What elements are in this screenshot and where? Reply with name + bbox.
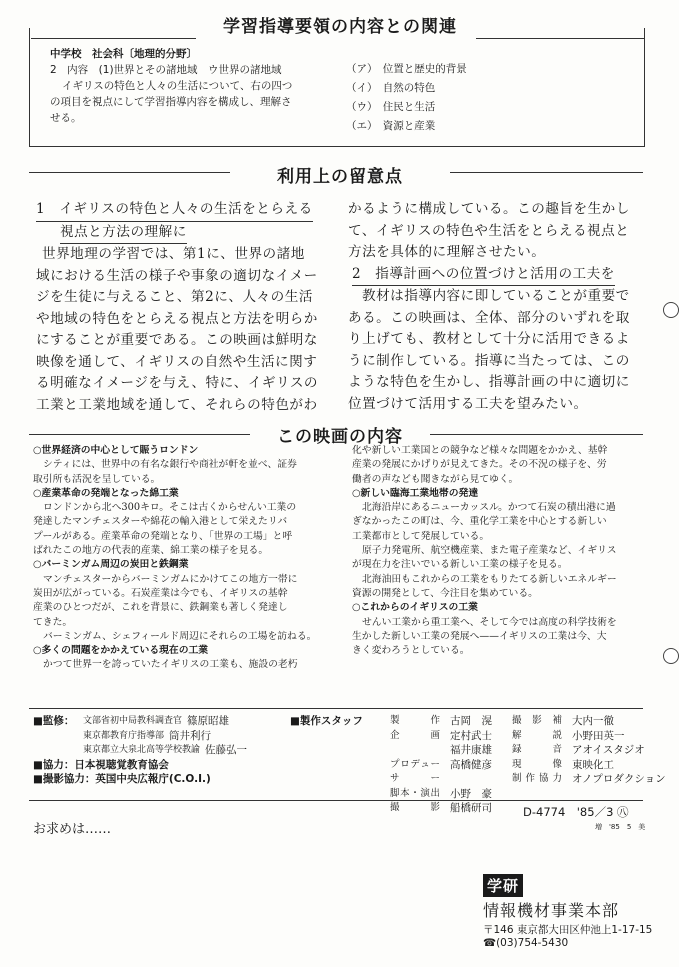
staff-name: 小野 豪 [450,787,492,800]
staff-row [390,729,510,744]
contents-paragraph: かつて世界一を誇っていたイギリスの工業も、施設の老朽 [43,659,298,671]
staff-role [390,743,440,758]
staff-name: オノプロダクション [572,773,666,785]
staff-row [390,787,510,802]
notes-left-column: 1 イギリスの特色と人々の生活をとらえる 視点と方法の理解に 世界地理の学習では、第1に、世界の諸地 域における生活の様子や事象の適切なイメー ジを生徒に与えること、第2に、人々の生活 や地域の特色をとらえる視点と方法を明らか にすることが重要である。この映画は鮮明な 映像を通して、イギリスの自然や生活に関す る明確なイメージを与え、特に、イギリスの 工業と工業地域を通して、それらの特色がわ [36,201,319,413]
staff-list-2 [512,714,672,787]
notes-heading-1: 1 イギリスの特色と人々の生活をとらえる [36,199,313,222]
product-code-small: 増 '85 5 美 [595,823,646,831]
contents-paragraph: 生かした新しい工業の発展へ——イギリスの工業は今、大 [352,630,607,642]
staff-name: 小野田英一 [572,729,625,742]
viewpoint-item: （イ） 自然の特色 [346,82,436,94]
contents-paragraph: ロンドンから北へ300キロ。そこは古くからせんい工業の [43,502,297,514]
contents-paragraph: ぎなかったこの町は、今、重化学工業を中心とする新しい [352,516,607,528]
staff-row [390,743,510,758]
supervision-label: ■監修： [33,715,75,727]
contents-paragraph: 化や新しい工業国との競争など様々な問題をかかえ、基幹 [352,445,608,456]
contents-paragraph: ばれたこの地方の代表的産業、綿工業の様子を見る。 [33,545,269,557]
staff-row [512,729,672,744]
curriculum-content: 中学校 社会科〔地理的分野〕 2 内容 (1)世界とその諸地域 ウ世界の諸地域 イギリスの特色と人々の生活について、右の四つ の項目を視点にして学習指導内容を構成し、理解さ せる。 [50,46,340,126]
publisher-phone: ☎(03)754-5430 [483,937,569,949]
contents-paragraph: 炭田が広がっている。石炭産業は今でも、イギリスの基幹 [33,587,288,599]
staff-row [390,758,510,787]
staff-row [512,772,672,787]
order-text: お求めは…… [33,822,112,837]
contents-paragraph: が現在力を注いでいる新しい工業の様子を見る。 [352,559,568,571]
staff-role: 解 説 [512,729,562,741]
staff-name: アオイスタジオ [572,744,645,756]
contents-subheading: ○これからのイギリスの工業 [352,602,478,614]
contents-paragraph: 北海沿岸にあるニューカッスル。かつて石炭の積出港に過 [362,502,616,514]
staff-name: 大内一徹 [572,715,614,727]
contents-paragraph: 原子力発電所、航空機産業、また電子産業など、イギリス [362,545,617,557]
contents-paragraph: せんい工業から重工業へ、そして今では高度の科学技術を [362,616,617,628]
contents-left-column [33,444,341,673]
contents-subheading: ○多くの問題をかかえている現在の工業 [33,645,209,657]
viewpoint-item: （エ） 資源と産業 [346,120,436,132]
staff-name: 東映化工 [572,758,614,771]
staff-name: 定村武士 [450,729,492,742]
contents-paragraph: てきた。 [33,616,73,628]
contents-paragraph: バーミンガム、シェフィールド周辺にそれらの工場を訪ねる。 [43,630,317,642]
binder-hole-bottom [663,648,679,664]
staff-role: 制作協力 [512,773,562,784]
contents-subheading: ○新しい臨海工業地帯の発達 [352,487,479,499]
staff-role: 録 音 [512,744,562,755]
contents-paragraph: 資源の開発として、今注目を集めている。 [352,587,538,599]
contents-paragraph: 取引所も活況を呈している。 [33,473,161,485]
staff-role: 企 画 [390,729,440,741]
curriculum-level: 中学校 社会科〔地理的分野〕 [50,48,197,60]
staff-row [512,714,672,729]
product-code: D-4774 '85／3 ㊇ [523,805,629,819]
staff-row [390,801,510,816]
supervision-block: ■監修： 文部省初中局教科調査官 篠原昭雄 東京都教育庁指導部 筒井利行 東京都立大泉北高等学校教諭 佐藤弘一 ■協力：日本視聴覚教育協会 ■撮影協力：英国中央広報庁(C.O.I.) [33,714,293,787]
contents-paragraph: 産業の発展にかげりが見えてきた。その不況の様子を、労 [352,459,607,471]
staff-name: 古岡 滉 [450,715,492,727]
notes-heading-2: 2 指導計画への位置づけと活用の工夫を [352,264,615,287]
staff-label: ■製作スタッフ [290,715,363,727]
filming-credit: ■撮影協力：英国中央広報庁(C.O.I.) [33,773,211,785]
staff-role: 製 作 [390,715,440,726]
contents-subheading: ○産業革命の発端となった綿工業 [33,487,179,499]
viewpoint-list [346,60,546,136]
contents-paragraph: 産業のひとつだが、これを背景に、鉄鋼業も著しく発達し [33,602,288,614]
staff-name: 高橋健彦 [450,758,492,771]
publisher-logo: 学研 [483,874,523,897]
publisher-name: 情報機材事業本部 [483,901,620,920]
staff-role: 現 像 [512,758,562,770]
notes-right-column: かるように構成している。この趣旨を生かし て、イギリスの特色や生活をとらえる視点と 方法を具体的に理解させたい。 2 指導計画への位置づけと活用の工夫を 教材は指導内容に即していることが重要で ある。この映画は、全体、部分のいずれを取 り上げても、教材として十分に活用できるよ うに制作している。指導に当たっては、この ような特色を生かし、指導計画の中に適切に 位置づけて活用する工夫を望みたい。 [348,201,630,412]
contents-title: この映画の内容 [250,422,430,447]
contents-paragraph: 工業都市として発展している。 [352,530,490,542]
staff-role: 脚本・演出 [390,787,440,799]
curriculum-title: 学習指導要領の内容との関連 [60,12,620,37]
contents-subheading: ○世界経済の中心として賑うロンドン [33,445,199,456]
contents-subheading: ○バーミンガム周辺の炭田と鉄鋼業 [33,559,189,571]
staff-row [512,758,672,773]
contents-paragraph: マンチェスターからバーミンガムにかけてこの地方一帯に [43,573,298,585]
staff-row [390,714,510,729]
staff-name: 船橋研司 [450,802,492,814]
staff-role: 撮 影 [390,802,440,813]
cooperation-credit: ■協力：日本視聴覚教育協会 [33,758,169,771]
viewpoint-item: （ア） 位置と歴史的背景 [346,63,467,75]
contents-paragraph: シティには、世界中の有名な銀行や商社が軒を並べ、証券 [43,459,297,471]
staff-row [512,743,672,758]
notes-title: 利用上の留意点 [230,162,450,187]
contents-paragraph: 北海油田もこれからの工業をもりたてる新しいエネルギー [362,573,617,585]
contents-right-column [352,444,658,658]
publisher-address: 〒146 東京都大田区仲池上1-17-15 [483,924,653,936]
viewpoint-item: （ウ） 住民と生活 [346,101,436,113]
binder-hole-top [663,302,679,318]
staff-name: 福井康雄 [450,744,492,756]
curriculum-unit: 2 内容 (1)世界とその諸地域 ウ世界の諸地域 [50,64,282,76]
contents-paragraph: 発達したマンチェスターや綿花の輸入港として栄えたリバ [33,516,288,528]
staff-role: プロデューサー [390,758,440,784]
contents-paragraph: プールがある。産業革命の発端となり、「世界の工場」と呼 [33,530,293,542]
staff-role: 撮影補 [512,715,562,726]
contents-paragraph: きく変わろうとしている。 [352,645,470,657]
contents-paragraph: 働者の声なども聞きながら見てゆく。 [352,473,519,485]
